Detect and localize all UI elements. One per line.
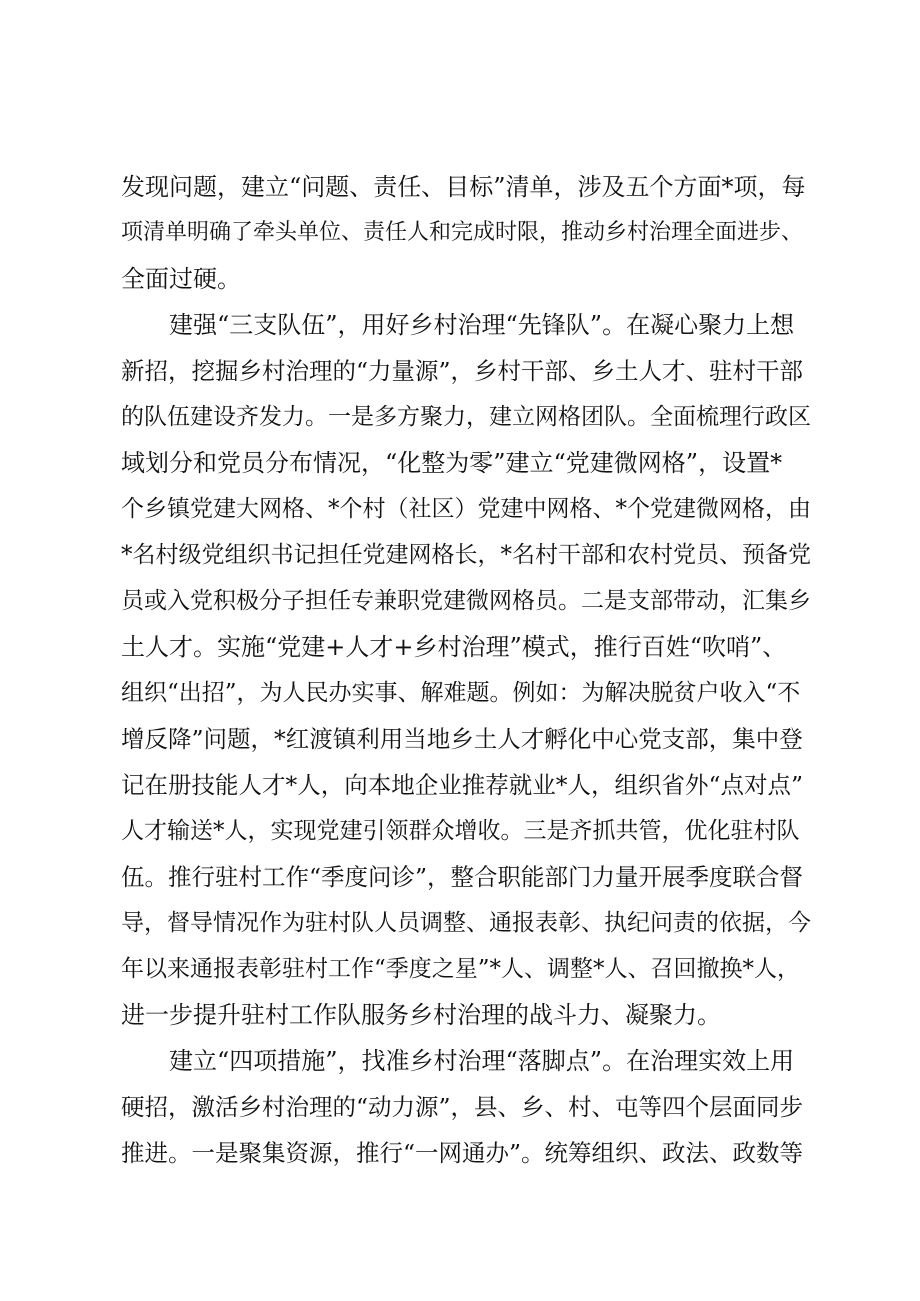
text-line: 全面过硬。 [121,265,241,293]
text-line: 年以来通报表彰驻村工作“季度之星”*人、调整*人、召回撤换*人， [121,956,801,982]
body-text [121,164,811,1176]
paragraph-heading-line: 建强“三支队伍”，用好乡村治理“先锋队”。在凝心聚力上想 [169,311,795,339]
text-line: 员或入党积极分子担任专兼职党建微网格员。二是支部带动，汇集乡 [121,588,811,614]
text-line: 的队伍建设齐发力。一是多方聚力，建立网格团队。全面梳理行政区 [121,404,811,430]
text-line: 土人才。实施“党建+人才+乡村治理”模式，推行百姓“吹哨”、 [121,633,787,661]
text-line: 进一步提升驻村工作队服务乡村治理的战斗力、凝聚力。 [121,1001,721,1029]
paragraph-heading-line: 建立“四项措施”，找准乡村治理“落脚点”。在治理实效上用 [169,1047,795,1075]
text-line: 推进。一是聚集资源，推行“一网通办”。统筹组织、政法、政数等 [121,1139,804,1167]
text-line: 新招，挖掘乡村治理的“力量源”，乡村干部、乡土人才、驻村干部 [121,357,804,385]
text-line: *名村级党组织书记担任党建网格长，*名村干部和农村党员、预备党 [121,542,811,568]
text-line: 增反降”问题，*红渡镇利用当地乡土人才孵化中心党支部，集中登 [121,725,803,753]
text-line: 硬招，激活乡村治理的“动力源”，县、乡、村、屯等四个层面同步 [121,1093,804,1121]
text-line: 伍。推行驻村工作“季度问诊”，整合职能部门力量开展季度联合督 [121,863,804,891]
text-line: 导，督导情况作为驻村队人员调整、通报表彰、执纪问责的依据，今 [121,910,811,936]
text-line: 组织“出招”，为人民办实事、解难题。例如：为解决脱贫户收入“不 [121,680,801,706]
text-line: 个乡镇党建大网格、*个村（社区）党建中网格、*个党建微网格，由 [121,496,811,522]
text-line: 项清单明确了牵头单位、责任人和完成时限，推动乡村治理全面进步、 [121,220,804,245]
text-line: 记在册技能人才*人，向本地企业推荐就业*人，组织省外“点对点” [121,771,804,799]
text-line: 人才输送*人，实现党建引领群众增收。三是齐抓共管，优化驻村队 [121,818,800,844]
text-line: 发现问题，建立“问题、责任、目标”清单，涉及五个方面*项，每 [121,173,806,201]
text-line: 域划分和党员分布情况，“化整为零”建立“党建微网格”，设置* [121,449,783,477]
